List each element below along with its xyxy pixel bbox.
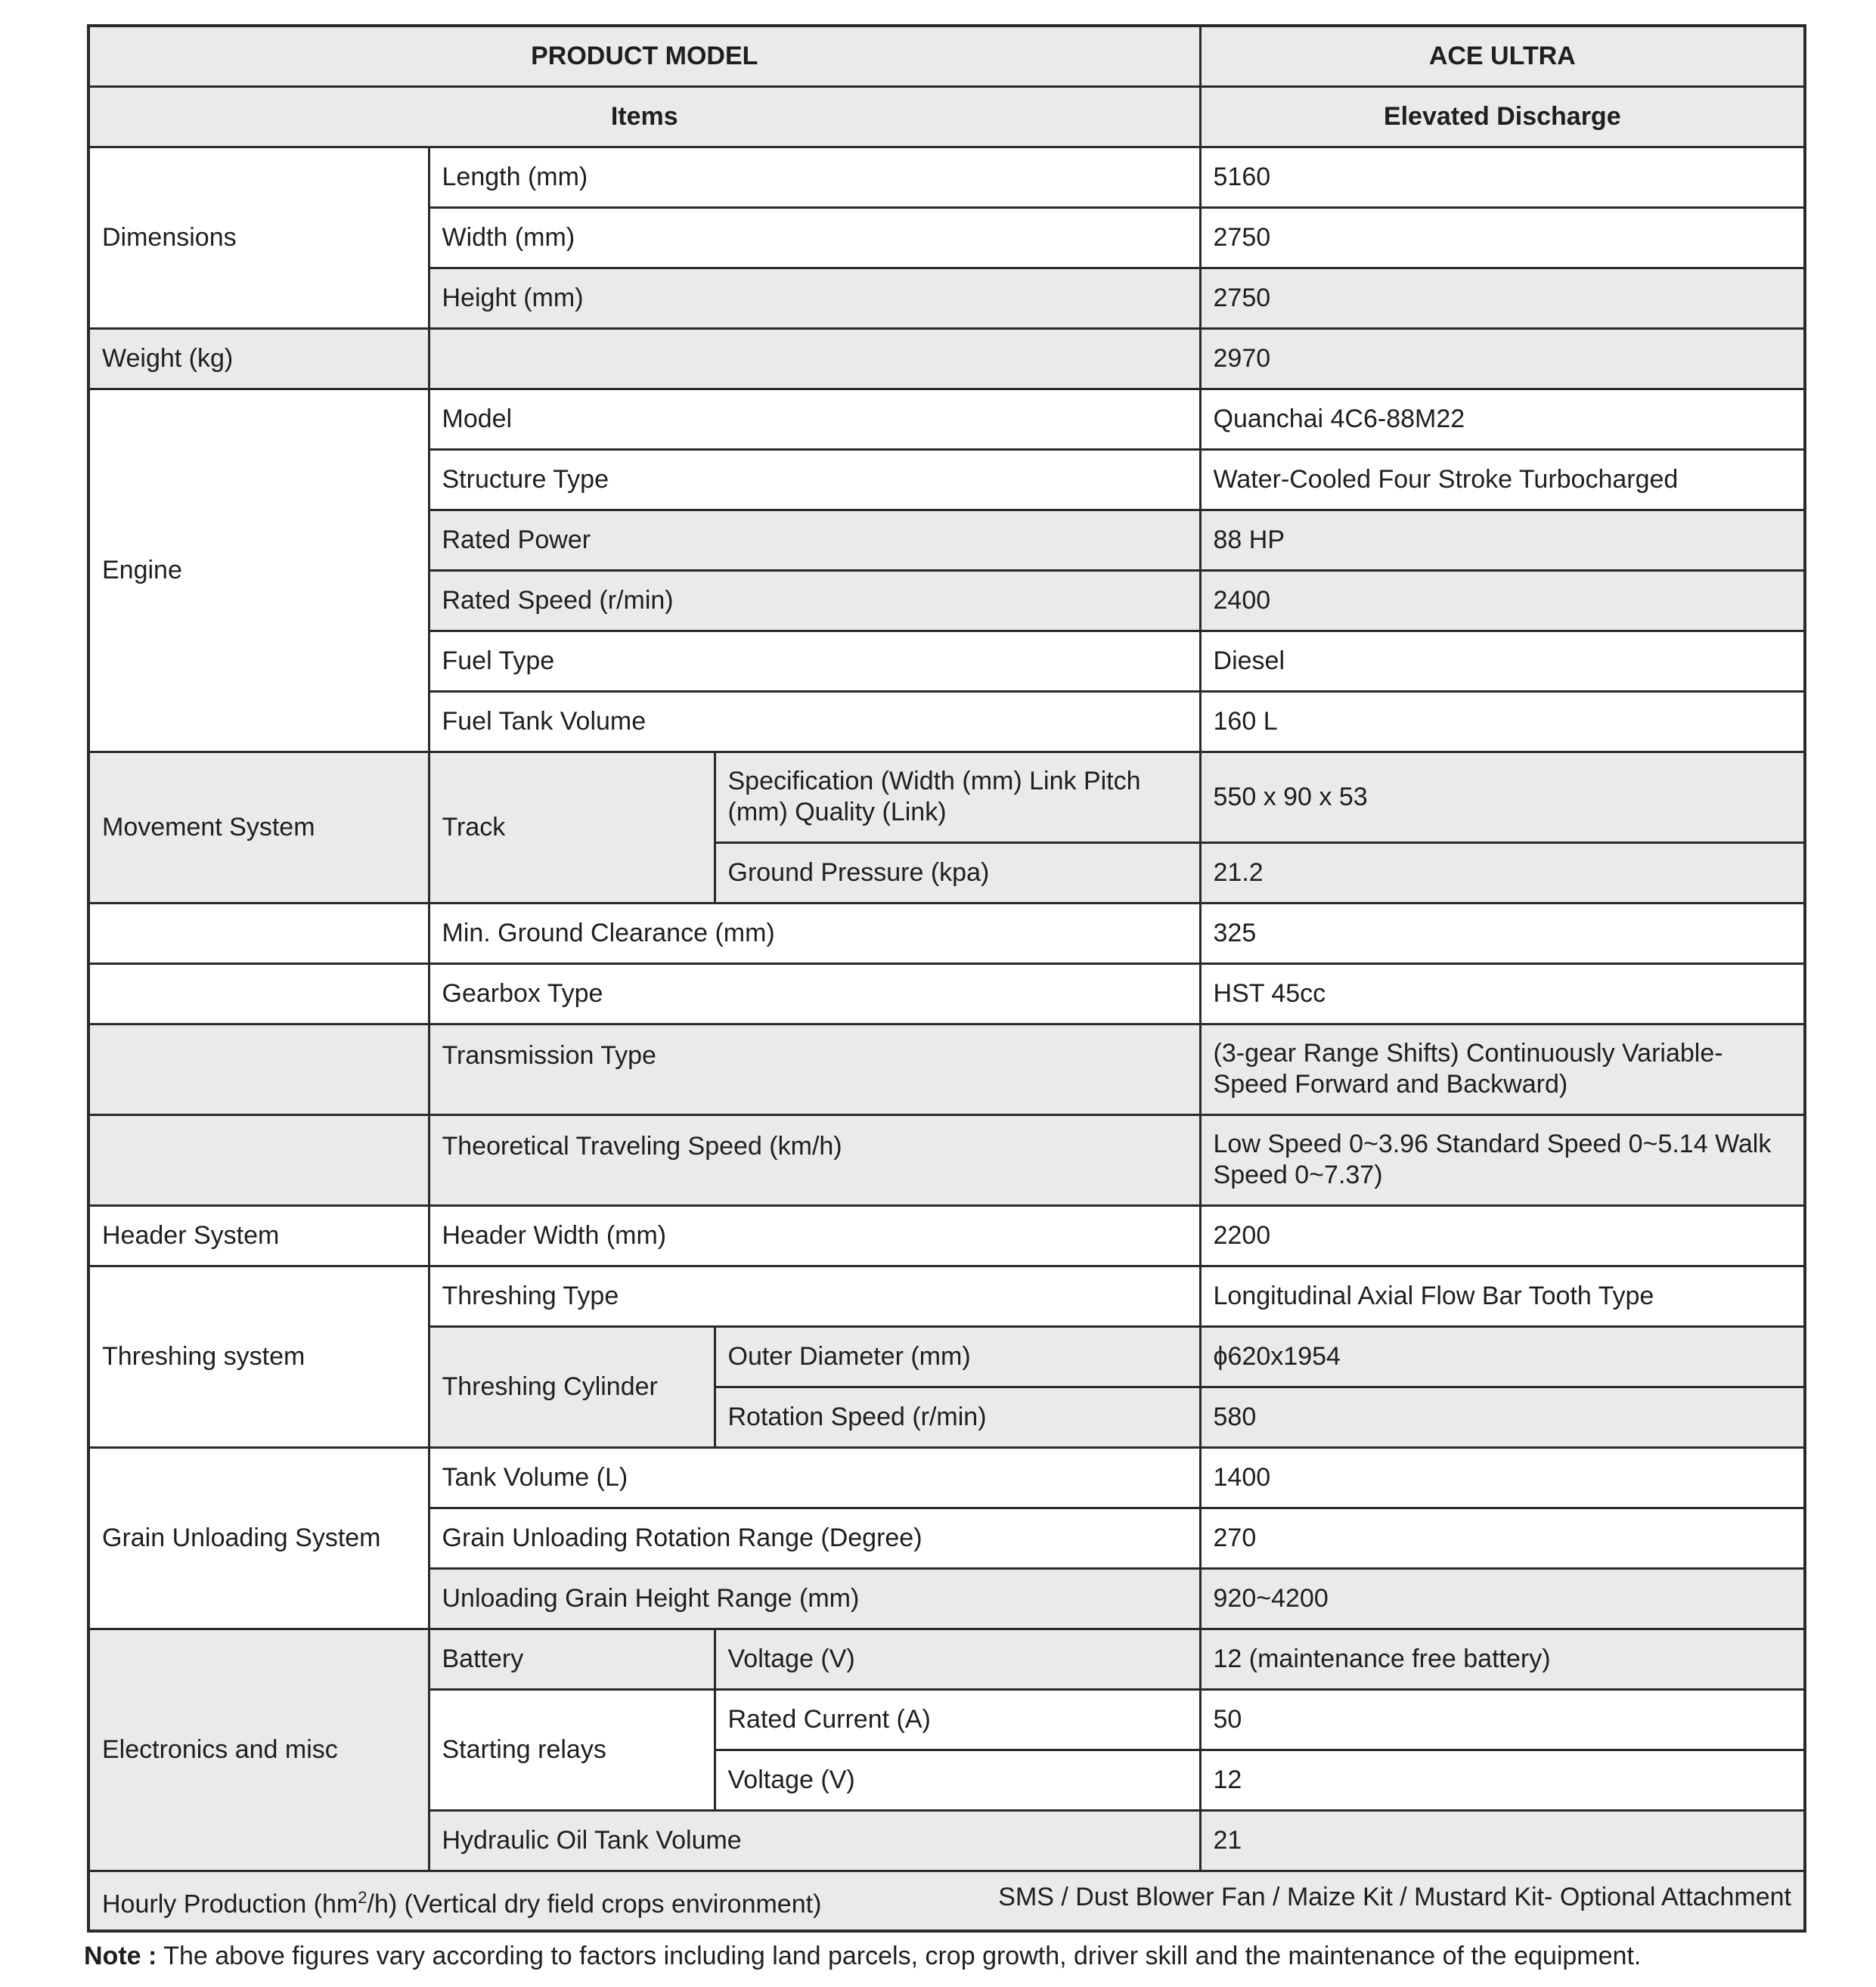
row-label: Transmission Type	[429, 1024, 1200, 1114]
row-label: Length (mm)	[429, 147, 1200, 207]
items-label: Items	[88, 86, 1200, 147]
row-label: Voltage (V)	[715, 1629, 1200, 1689]
row-value: HST 45cc	[1200, 963, 1805, 1024]
group-movement: Movement System	[88, 752, 429, 903]
empty-cell	[88, 963, 429, 1024]
footer-cell	[88, 1871, 1805, 1931]
row-label: Hydraulic Oil Tank Volume	[429, 1810, 1200, 1871]
row-label: Rated Speed (r/min)	[429, 570, 1200, 631]
row-value: 1400	[1200, 1447, 1805, 1508]
row-label: Height (mm)	[429, 268, 1200, 328]
row-label: Theoretical Traveling Speed (km/h)	[429, 1114, 1200, 1205]
empty-cell	[88, 1114, 429, 1205]
product-model-label: PRODUCT MODEL	[88, 26, 1200, 86]
table-row	[88, 147, 1805, 207]
hourly-production: Hourly Production $(hm^2/h)$ (Vertical dry field crops environment)	[102, 1887, 822, 1918]
subgroup-threshing-cylinder: Threshing Cylinder	[429, 1326, 715, 1447]
header-row-items	[88, 86, 1805, 147]
row-label: Width (mm)	[429, 207, 1200, 268]
row-value: Water-Cooled Four Stroke Turbocharged	[1200, 449, 1805, 510]
optional-attachments: SMS / Dust Blower Fan / Maize Kit / Mustard Kit- Optional Attachment	[998, 1882, 1792, 1911]
table-row	[88, 963, 1805, 1024]
group-grain-unloading: Grain Unloading System	[88, 1447, 429, 1629]
row-label: Tank Volume (L)	[429, 1447, 1200, 1508]
subgroup-battery: Battery	[429, 1629, 715, 1689]
row-value: ϕ620x1954	[1200, 1326, 1805, 1387]
note	[84, 1941, 1641, 1971]
row-value: 12 (maintenance free battery)	[1200, 1629, 1805, 1689]
empty-cell	[88, 903, 429, 963]
row-label: Header Width (mm)	[429, 1205, 1200, 1266]
row-label: Structure Type	[429, 449, 1200, 510]
row-value: 920~4200	[1200, 1568, 1805, 1629]
row-value: 5160	[1200, 147, 1805, 207]
row-label: Ground Pressure (kpa)	[715, 842, 1200, 903]
row-value: 2750	[1200, 268, 1805, 328]
row-value: 325	[1200, 903, 1805, 963]
row-label: Fuel Tank Volume	[429, 691, 1200, 752]
group-electronics: Electronics and misc	[88, 1629, 429, 1871]
row-value: 2200	[1200, 1205, 1805, 1266]
row-value: 50	[1200, 1689, 1805, 1750]
row-value: Diesel	[1200, 631, 1805, 691]
footer-row	[88, 1871, 1805, 1931]
table-row	[88, 1024, 1805, 1114]
row-label: Rated Power	[429, 510, 1200, 570]
group-engine: Engine	[88, 389, 429, 752]
subgroup-track: Track	[429, 752, 715, 903]
row-label: Outer Diameter (mm)	[715, 1326, 1200, 1387]
note-label: Note :	[84, 1942, 157, 1970]
table-row	[88, 752, 1805, 842]
row-value: 160 L	[1200, 691, 1805, 752]
product-model-value: ACE ULTRA	[1200, 26, 1805, 86]
table-row	[88, 1114, 1805, 1205]
row-value: 88 HP	[1200, 510, 1805, 570]
table-row	[88, 1447, 1805, 1508]
row-label: Rated Current (A)	[715, 1689, 1200, 1750]
row-value: 12	[1200, 1750, 1805, 1810]
row-value: Quanchai 4C6-88M22	[1200, 389, 1805, 449]
row-label: Gearbox Type	[429, 963, 1200, 1024]
items-value: Elevated Discharge	[1200, 86, 1805, 147]
group-header-system: Header System	[88, 1205, 429, 1266]
row-label: Grain Unloading Rotation Range (Degree)	[429, 1508, 1200, 1568]
row-value: 2750	[1200, 207, 1805, 268]
empty-cell	[88, 1024, 429, 1114]
table-row	[88, 1205, 1805, 1266]
group-dimensions: Dimensions	[88, 147, 429, 328]
note-text: The above figures vary according to factors including land parcels, crop growth, driver skill and the maintenance of the equipment.	[163, 1942, 1642, 1970]
row-value: (3-gear Range Shifts) Continuously Variable-Speed Forward and Backward)	[1200, 1024, 1805, 1114]
row-label: Rotation Speed (r/min)	[715, 1387, 1200, 1447]
table-row	[88, 389, 1805, 449]
table-row	[88, 903, 1805, 963]
subgroup-starting-relays: Starting relays	[429, 1689, 715, 1810]
row-value: Low Speed 0~3.96 Standard Speed 0~5.14 Walk Speed 0~7.37)	[1200, 1114, 1805, 1205]
row-value: Longitudinal Axial Flow Bar Tooth Type	[1200, 1266, 1805, 1326]
row-value: 2400	[1200, 570, 1805, 631]
row-label: Specification (Width (mm) Link Pitch (mm) Quality (Link)	[715, 752, 1200, 842]
row-value: 21.2	[1200, 842, 1805, 903]
empty-cell	[429, 328, 1200, 389]
header-row-product-model	[88, 26, 1805, 86]
row-value: 270	[1200, 1508, 1805, 1568]
row-label: Model	[429, 389, 1200, 449]
row-label: Min. Ground Clearance (mm)	[429, 903, 1200, 963]
row-label: Voltage (V)	[715, 1750, 1200, 1810]
row-value: 2970	[1200, 328, 1805, 389]
table-row	[88, 1266, 1805, 1326]
row-value: 21	[1200, 1810, 1805, 1871]
group-weight: Weight (kg)	[88, 328, 429, 389]
row-value: 580	[1200, 1387, 1805, 1447]
table-row	[88, 1629, 1805, 1689]
row-label: Fuel Type	[429, 631, 1200, 691]
row-value: 550 x 90 x 53	[1200, 752, 1805, 842]
row-label: Threshing Type	[429, 1266, 1200, 1326]
group-threshing: Threshing system	[88, 1266, 429, 1447]
row-label: Unloading Grain Height Range (mm)	[429, 1568, 1200, 1629]
spec-table	[87, 24, 1806, 1933]
table-row	[88, 328, 1805, 389]
